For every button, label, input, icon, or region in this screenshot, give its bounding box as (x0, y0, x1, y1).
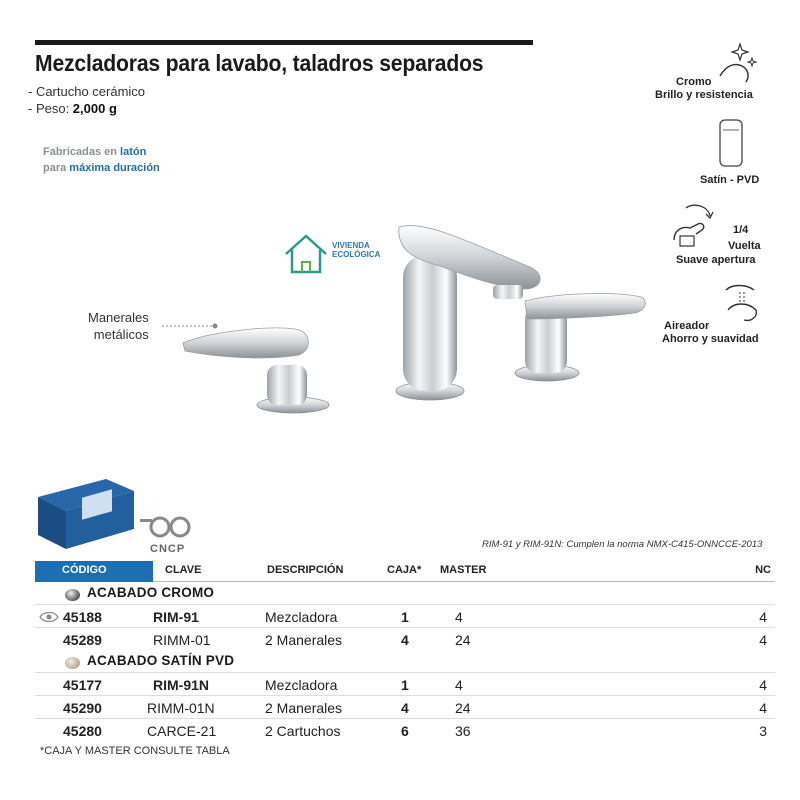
table-header (35, 561, 775, 582)
satin-finish-dot (65, 657, 80, 669)
cell-desc: Mezcladora (265, 609, 338, 625)
cell-caja: 6 (401, 723, 409, 739)
section-label: ACABADO CROMO (87, 585, 215, 600)
cell-nc: 4 (759, 632, 767, 648)
cell-master: 24 (455, 700, 471, 716)
faucet-product-image (175, 215, 650, 420)
section-cromo (35, 582, 775, 604)
aerator-hands-icon (720, 280, 764, 332)
norm-note: RIM-91 y RIM-91N: Cumplen la norma NMX-C415-ONNCCE-2013 (482, 539, 763, 550)
col-header-clave: CLAVE (165, 564, 202, 576)
cell-clave: RIMM-01 (153, 632, 211, 648)
feature-cromo-title: Cromo (676, 76, 712, 88)
cell-desc: Mezcladora (265, 677, 338, 693)
spec-cartridge: - Cartucho cerámico (28, 84, 146, 99)
section-satin (35, 650, 775, 672)
sparkle-hand-icon (712, 36, 760, 84)
spec-weight: - Peso: 2,000 g (28, 101, 117, 116)
title-rule (35, 40, 533, 45)
col-header-master: MASTER (440, 564, 487, 576)
eco-house-label: VIVIENDA ECOLÓGICA (332, 241, 381, 259)
cell-caja: 1 (401, 677, 409, 693)
feature-quarter-unit: Vuelta (728, 240, 761, 252)
right-handle (515, 294, 645, 381)
cell-code: 45177 (63, 677, 102, 693)
cell-code: 45289 (63, 632, 102, 648)
brass-note: Fabricadas en latón para máxima duración (43, 146, 160, 174)
feature-aerator-subtitle: Ahorro y suavidad (662, 333, 759, 345)
cell-desc: 2 Cartuchos (265, 723, 341, 739)
satin-sample-icon (718, 118, 744, 168)
cell-desc: 2 Manerales (265, 632, 343, 648)
feature-cromo-subtitle: Brillo y resistencia (655, 89, 753, 101)
cncp-label: CNCP (150, 543, 186, 555)
col-header-caja: CAJA* (387, 564, 422, 576)
feature-satin: Satín - PVD (700, 174, 760, 186)
cell-nc: 4 (759, 700, 767, 716)
chrome-finish-dot (65, 589, 80, 601)
cell-caja: 4 (401, 700, 409, 716)
spec-list (28, 83, 145, 117)
table-row[interactable] (35, 604, 775, 627)
cell-code: 45280 (63, 723, 102, 739)
section-label: ACABADO SATÍN PVD (87, 653, 235, 668)
cell-nc: 4 (759, 609, 767, 625)
cell-desc: 2 Manerales (265, 700, 343, 716)
eye-icon[interactable] (39, 611, 59, 623)
table-row[interactable] (35, 672, 775, 695)
callout-leader-line (160, 322, 222, 332)
feature-aerator-title: Aireador (664, 320, 710, 332)
col-header-desc: DESCRIPCIÓN (267, 564, 344, 576)
cell-master: 4 (455, 677, 463, 693)
cell-caja: 4 (401, 632, 409, 648)
cell-caja: 1 (401, 609, 409, 625)
footnote: *CAJA Y MASTER CONSULTE TABLA (40, 745, 230, 757)
product-table (35, 561, 775, 741)
feature-quarter-value: 1/4 (733, 224, 749, 236)
cell-clave: CARCE-21 (147, 723, 217, 739)
feature-quarter-subtitle: Suave apertura (676, 254, 756, 266)
table-row[interactable] (35, 718, 775, 741)
cell-nc: 3 (759, 723, 767, 739)
page-title: Mezcladoras para lavabo, taladros separados (35, 50, 484, 76)
quarter-turn-hand-icon (668, 200, 724, 250)
cell-master: 4 (455, 609, 463, 625)
manerales-callout: Manerales metálicos (88, 310, 149, 342)
table-row[interactable] (35, 695, 775, 718)
cell-clave: RIM-91 (153, 609, 199, 625)
col-header-code: CÓDIGO (35, 561, 153, 582)
cncp-logo (138, 515, 202, 543)
cell-clave: RIMM-01N (147, 700, 215, 716)
product-box-image (36, 477, 136, 552)
cell-code: 45290 (63, 700, 102, 716)
col-header-nc: NC (755, 564, 771, 576)
table-row[interactable] (35, 627, 775, 650)
cell-master: 36 (455, 723, 471, 739)
cell-nc: 4 (759, 677, 767, 693)
cell-clave: RIM-91N (153, 677, 210, 693)
cell-master: 24 (455, 632, 471, 648)
left-handle (183, 328, 329, 413)
cell-code: 45188 (63, 609, 102, 625)
